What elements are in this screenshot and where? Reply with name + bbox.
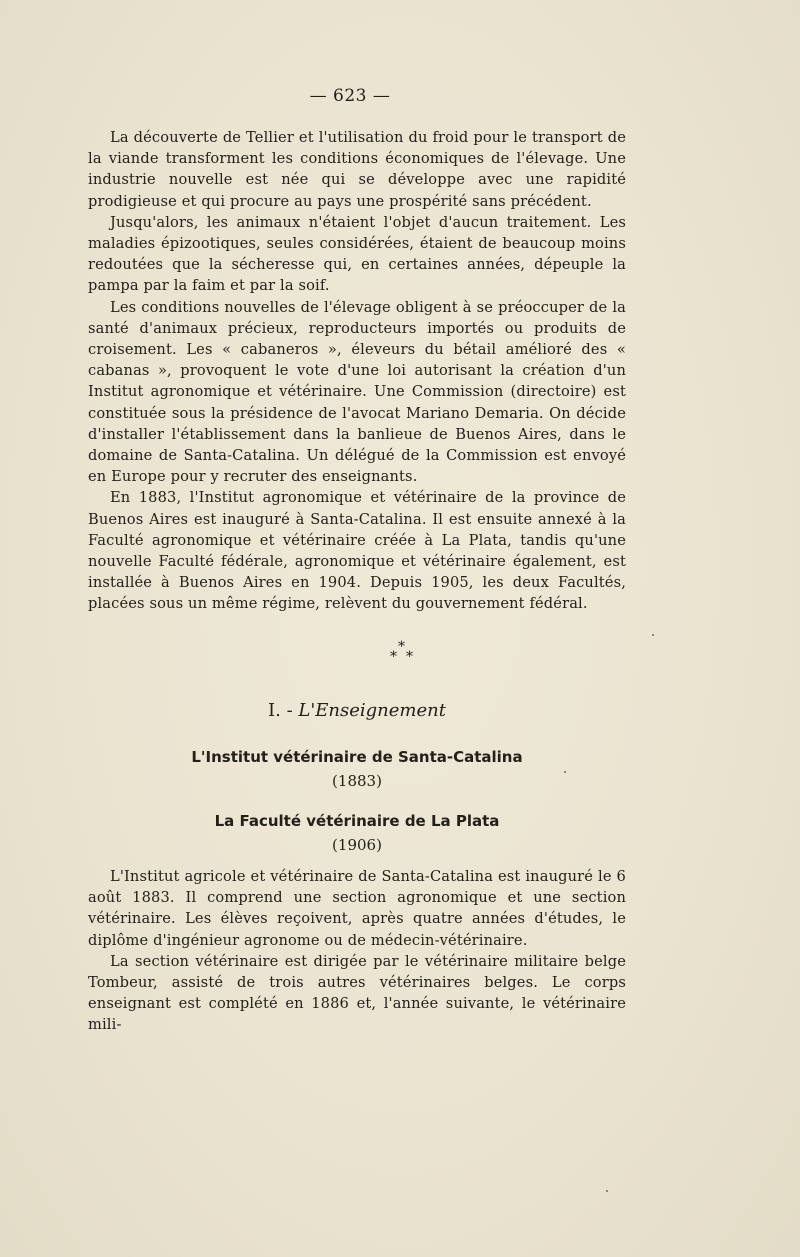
paragraph: L'Institut agricole et vétérinaire de Santa-Catalina est inauguré le 6 août 1883. Il comprend une section agronomique et une section vétérinaire. Les élèves reçoivent, après quatre années d'études, le diplôme d'ingénieur agronome ou de médecin-vétérinaire. — [88, 868, 626, 949]
asterisk: * — [406, 649, 413, 665]
subsection-year: (1906) — [332, 836, 382, 854]
paper-speck — [564, 771, 566, 773]
paragraph: En 1883, l'Institut agronomique et vétérinaire de la province de Buenos Aires est inauguré à Santa-Catalina. Il est ensuite annexé à la Faculté agronomique et vétérinaire créée à La Plata, tandis qu'une nouvelle Faculté fédérale, agronomique et vétérinaire également, est installée à Buenos Aires en 1904. Depuis 1905, les deux Facultés, placées sous un même régime, relèvent du gouvernement fédéral. — [88, 489, 626, 613]
page-number: — 623 — — [309, 86, 391, 106]
intro-text — [88, 127, 626, 615]
subsection-year: (1883) — [332, 772, 382, 790]
asterism-separator — [0, 640, 800, 670]
paragraph: La section vétérinaire est dirigée par le vétérinaire militaire belge Tombeur, assisté de trois autres vétérinaires belges. Le corps enseignant est complété en 1886 et, l'année suivante, le vétérinaire mili- — [88, 952, 626, 1034]
subsection-heading: L'Institut vétérinaire de Santa-Catalina — [191, 748, 523, 766]
section-number: I. - — [268, 700, 299, 721]
body-text — [88, 866, 626, 1036]
paper-speck — [606, 1190, 608, 1192]
paragraph: Les conditions nouvelles de l'élevage obligent à se préoccuper de la santé d'animaux précieux, reproducteurs importés ou produits de croisement. Les « cabaneros », éleveurs du bétail amélioré des « cabanas », provoquent le vote d'une loi autorisant la création d'un Institut agronomique et vétérinaire. Une Commission (directoire) est constituée sous la présidence de l'avocat Mariano Demaria. On décide d'installer l'établissement dans la banlieue de Buenos Aires, dans le domaine de Santa-Catalina. Un délégué de la Commission est envoyé en Europe pour y recruter des enseignants. — [88, 298, 626, 486]
section-title: L'Enseignement — [298, 700, 446, 721]
paragraph: Jusqu'alors, les animaux n'étaient l'objet d'aucun traitement. Les maladies épizootiques, seules considérées, étaient de beaucoup moins redoutées que la sécheresse qui, en certaines années, dépeuple la pampa par la faim et par la soif. — [88, 213, 626, 295]
paper-speck — [652, 634, 654, 636]
asterisk: * — [390, 649, 397, 665]
paragraph: La découverte de Tellier et l'utilisation du froid pour le transport de la viande transforment les conditions économiques de l'élevage. Une industrie nouvelle est née qui se développe avec une rapidité prodigieuse et qui procure au pays une prospérité sans précédent. — [88, 129, 626, 210]
asterisk: * — [398, 639, 405, 655]
subsection-heading: La Faculté vétérinaire de La Plata — [214, 812, 500, 830]
section-heading — [88, 700, 626, 721]
